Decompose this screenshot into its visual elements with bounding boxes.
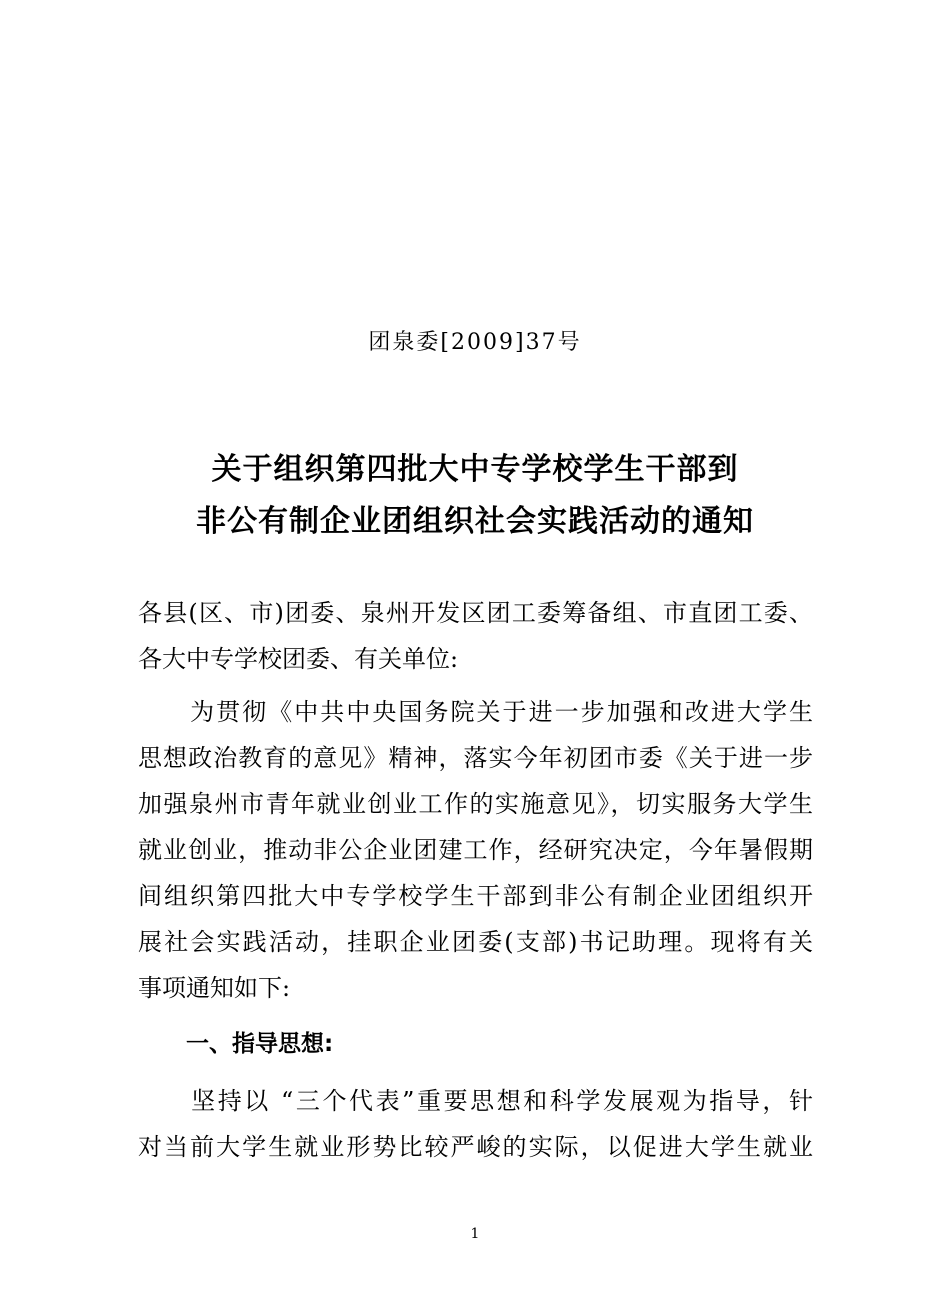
intro-paragraph-line: 间组织第四批大中专学校学生干部到非公有制企业团组织开 xyxy=(138,882,813,910)
intro-paragraph-line: 思想政治教育的意见》精神，落实今年初团市委《关于进一步 xyxy=(138,744,813,772)
section-1-paragraph-line: 坚持以 “三个代表”重要思想和科学发展观为指导，针 xyxy=(138,1087,813,1115)
addressee-line-2: 各大中专学校团委、有关单位: xyxy=(138,645,459,673)
intro-paragraph-line: 加强泉州市青年就业创业工作的实施意见》，切实服务大学生 xyxy=(138,790,813,818)
document-title-line-2: 非公有制企业团组织社会实践活动的通知 xyxy=(196,504,754,539)
document-number: 团泉委[2009]37号 xyxy=(368,330,582,355)
section-1-paragraph-line: 对当前大学生就业形势比较严峻的实际，以促进大学生就业 xyxy=(138,1133,813,1161)
intro-paragraph-line: 就业创业，推动非公企业团建工作，经研究决定，今年暑假期 xyxy=(138,836,813,864)
intro-paragraph-line: 事项通知如下: xyxy=(138,974,291,1002)
intro-paragraph-line: 展社会实践活动，挂职企业团委(支部)书记助理。现将有关 xyxy=(138,928,813,956)
addressee-line-1: 各县(区、市)团委、泉州开发区团工委筹备组、市直团工委、 xyxy=(138,599,813,627)
document-title-line-1: 关于组织第四批大中专学校学生干部到 xyxy=(211,452,739,487)
page-number: 1 xyxy=(470,1226,480,1242)
section-heading-guiding-thought: 一、指导思想: xyxy=(186,1031,334,1057)
intro-paragraph-line: 为贯彻《中共中央国务院关于进一步加强和改进大学生 xyxy=(138,698,813,726)
